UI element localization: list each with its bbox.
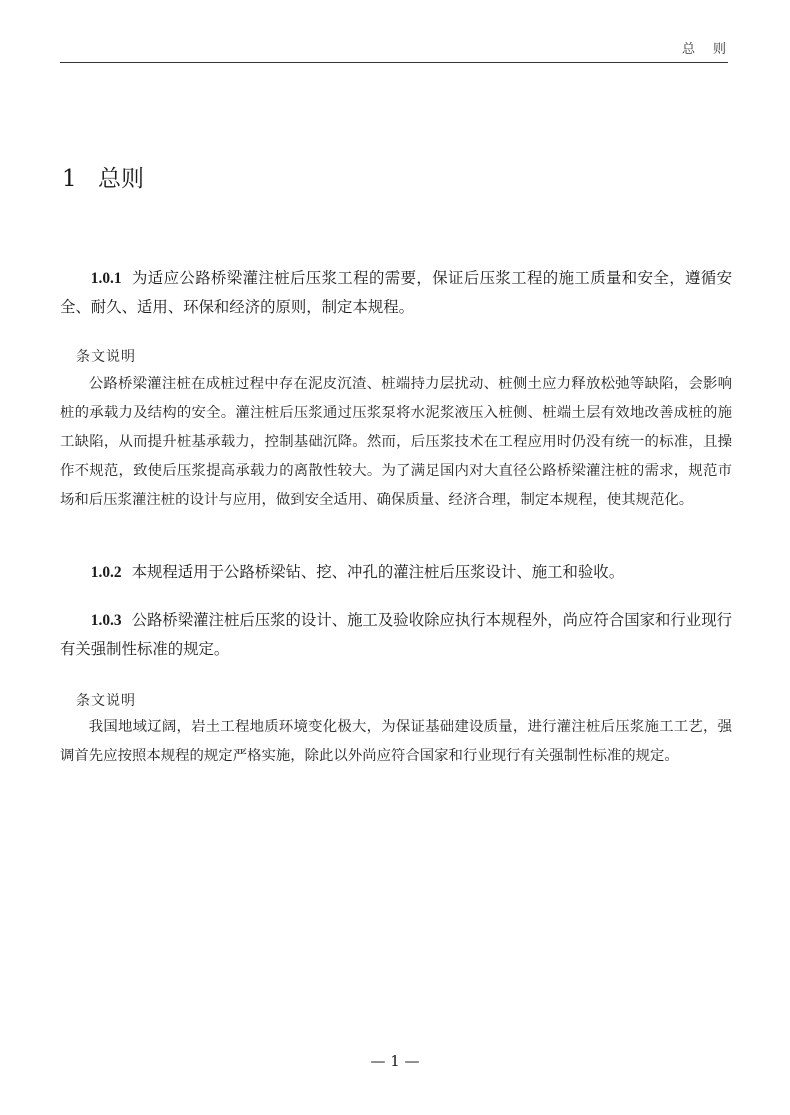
chapter-number: 1 xyxy=(62,166,77,192)
explanation-title: 条文说明 xyxy=(76,349,136,365)
explanation-text: 公路桥梁灌注桩在成桩过程中存在泥皮沉渣、桩端持力层扰动、桩侧土应力释放松弛等缺陷，会影响桩的承载力及结构的安全。灌注桩后压浆通过压浆泵将水泥浆液压入桩侧、桩端土层有效地改善成桩的施工缺陷，从而提升桩基承载力，控制基础沉降。然而，后压浆技术在工程应用时仍没有统一的标准，且操作不规范，致使后压浆提高承载力的离散性较大。为了满足国内对大直径公路桥梁灌注桩的需求，规范市场和后压浆灌注桩的设计与应用，做到安全适用、确保质量、经济合理，制定本规程，使其规范化。 xyxy=(60,376,732,508)
chapter-title xyxy=(62,160,144,193)
explanation-title: 条文说明 xyxy=(76,693,136,709)
clause-text: 为适应公路桥梁灌注桩后压浆工程的需要，保证后压浆工程的施工质量和安全，遵循安全、耐久、适用、环保和经济的原则，制定本规程。 xyxy=(60,269,732,316)
page-number: — 1 — xyxy=(370,1052,420,1070)
clause-text: 本规程适用于公路桥梁钻、挖、冲孔的灌注桩后压浆设计、施工和验收。 xyxy=(131,563,625,581)
clause-1-0-1 xyxy=(60,264,732,321)
clause-number: 1.0.3 xyxy=(90,612,122,629)
clause-number: 1.0.2 xyxy=(90,564,122,581)
running-header-title: 总则 xyxy=(681,42,744,57)
running-header xyxy=(60,36,744,63)
clause-number: 1.0.1 xyxy=(90,270,122,287)
chapter-title-text: 总则 xyxy=(98,166,144,192)
explanation-text: 我国地域辽阔，岩土工程地质环境变化极大，为保证基础建设质量，进行灌注桩后压浆施工工艺，强调首先应按照本规程的规定严格实施，除此以外尚应符合国家和行业现行有关强制性标准的规定。 xyxy=(60,719,732,764)
clause-text: 公路桥梁灌注桩后压浆的设计、施工及验收除应执行本规程外，尚应符合国家和行业现行有关强制性标准的规定。 xyxy=(60,611,732,658)
clause-1-0-2 xyxy=(60,558,732,587)
clause-1-0-3 xyxy=(60,606,732,663)
